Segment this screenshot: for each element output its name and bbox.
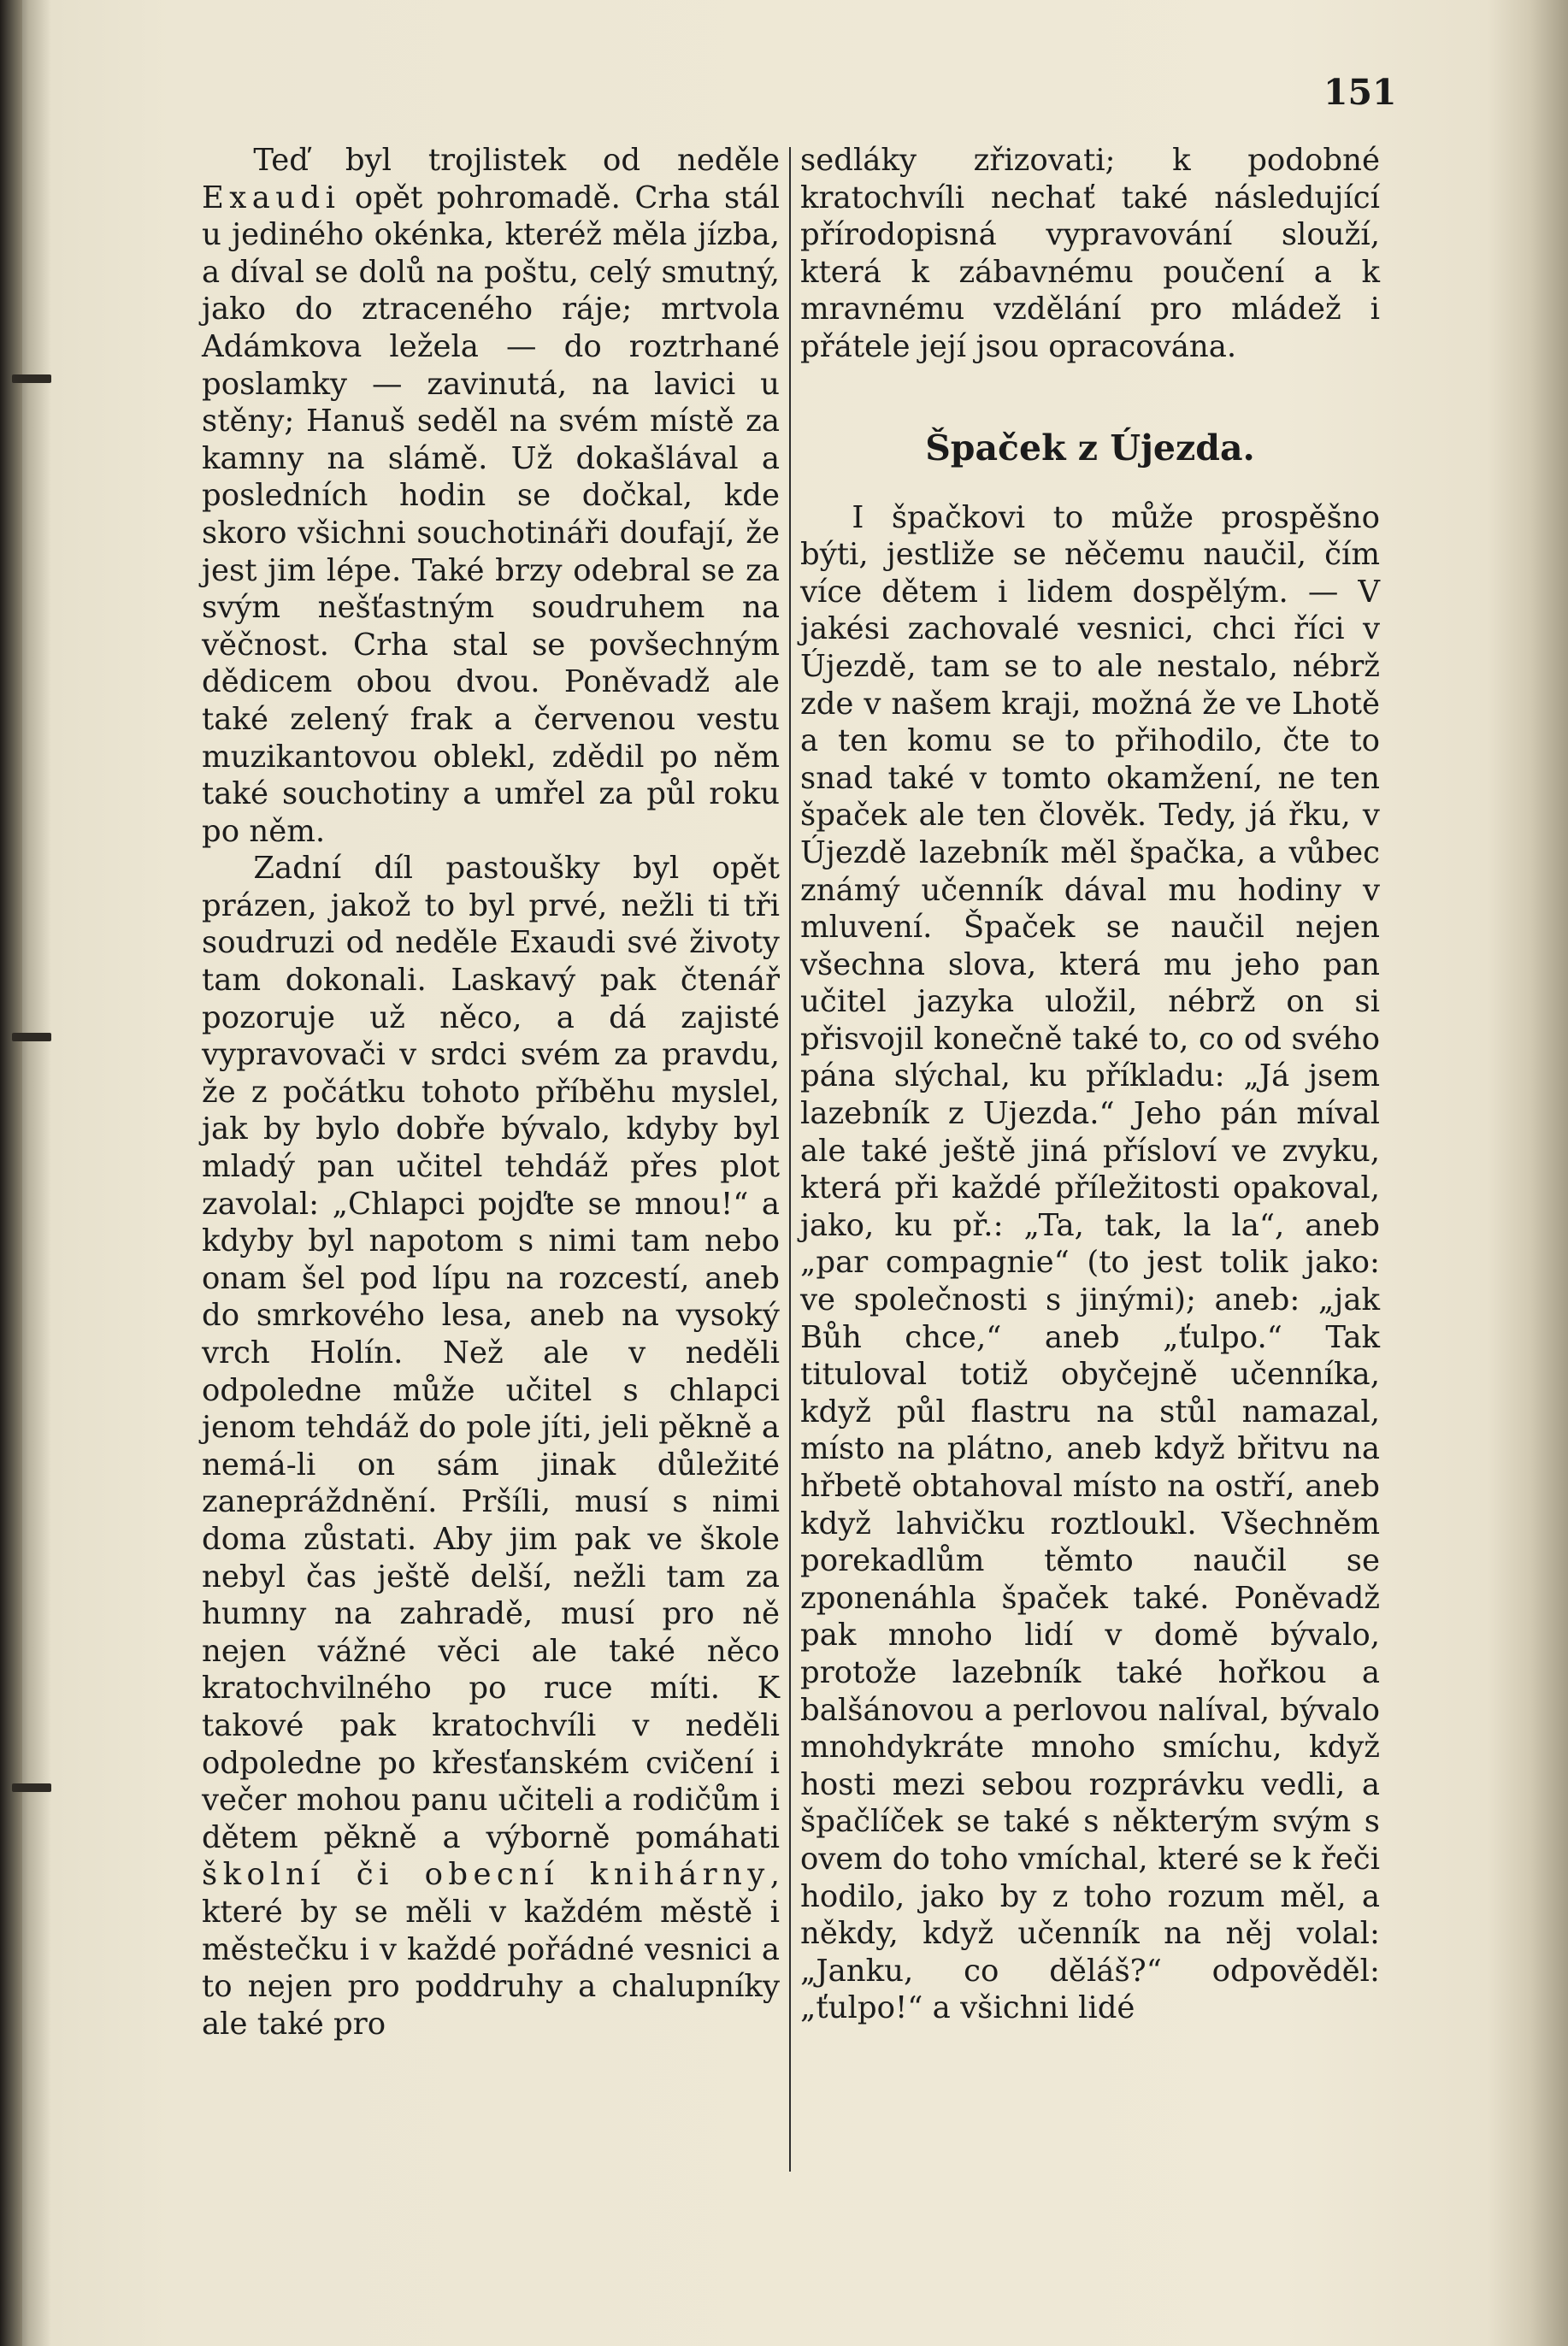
paragraph-text: opět pohromadě. Crha stál u jediného okénka, kteréž měla jízba, a díval se dolů na poštu, celý smutný, jako do ztraceného ráje; mrtvola Adámkova ležela — do roztrhané poslamky — zavinutá, na lavici u stěny; Hanuš seděl na svém místě za kamny na slámě. Už dokašlával a posledních hodin se dočkal, kde skoro všichni souchotináři doufají, že jest jim lépe. Také brzy odebral se za svým nešťastným soudruhem na věčnost. Crha stal se povšechným dědicem obou dvou. Poněvadž ale také zelený frak a červenou vestu muzikantovou oblekl, zdědil po něm také souchotiny a umřel za půl roku po něm. <box>202 180 780 849</box>
spaced-emphasis-text: školní či obecní knihárny <box>202 1857 770 1893</box>
paragraph <box>202 850 780 2042</box>
binding-thread-mark <box>12 1783 51 1792</box>
paragraph-text: Zadní díl pastoušky byl opět prázen, jakož to byl prvé, nežli ti tři soudruzi od neděle Exaudi své životy tam dokonali. Laskavý pak čtenář pozoruje už něco, a dá zajisté vypravovači v srdci svém za pravdu, že z počátku tohoto příběhu myslel, jak by bylo dobře bývalo, kdyby byl mladý pan učitel tehdáž přes plot zavolal: „Chlapci pojďte se mnou!“ a kdyby byl napotom s nimi tam nebo onam šel pod lípu na rozcestí, aneb do smrkového lesa, aneb na vysoký vrch Holín. Než ale v neděli odpoledne může učitel s chlapci jenom tehdáž do pole jíti, jeli pěkně a nemá-li on sám jinak důležité zanepráždnění. Pršíli, musí s nimi doma zůstati. Aby jim pak ve škole nebyl čas ještě delší, nežli tam za humny na zahradě, musí pro ně nejen vážné věci ale také něco kratochvilného po ruce míti. K takové pak kratochvíli v neděli odpoledne po křesťanském cvičení i večer mohou panu učiteli a rodičům i dětem pěkně a výborně pomáhati <box>202 851 780 1855</box>
paragraph-text: , které by se měli v každém městě i městečku i v každé pořádné vesnici a to nejen pro poddruhy a chalupníky ale také pro <box>202 1857 780 2042</box>
column-divider <box>789 147 791 2172</box>
book-binding-edge <box>0 0 22 2346</box>
paragraph-continued: sedláky zřizovati; k podobné kratochvíli nechať také následující přírodopisná vypravování slouží, která k zábavnému poučení a k mravnému vzdělání pro mládež i přátele její jsou opracována. <box>800 143 1380 364</box>
section-title: Špaček z Újezda. <box>925 427 1255 469</box>
paragraph-text: Teď byl trojlistek od neděle <box>253 143 780 178</box>
left-column <box>202 142 780 2042</box>
binding-thread-mark <box>12 374 51 383</box>
page-number: 151 <box>1323 72 1397 113</box>
spaced-emphasis-text: Exaudi <box>202 180 341 215</box>
right-column <box>800 142 1380 2027</box>
paragraph: I špačkovi to může prospěšno býti, jestliže se něčemu naučil, čím více dětem i lidem dospělým. — V jakési zachovalé vesnici, chci říci v Újezdě, tam se to ale nestalo, nébrž zde v našem kraji, možná že ve Lhotě a ten komu se to přihodilo, čte to snad také v tomto okamžení, ne ten špaček ale ten člověk. Tedy, já řku, v Újezdě lazebník měl špačka, a vůbec známý učenník dával mu hodiny v mluvení. Špaček se naučil nejen všechna slova, která mu jeho pan učitel jazyka uložil, nébrž on si přisvojil konečně také to, co od svého pána slýchal, ku příkladu: „Já jsem lazebník z Ujezda.“ Jeho pán míval ale také ještě jiná přísloví ve zvyku, která při každé příležitosti opakoval, jako, ku př.: „Ta, tak, la la“, aneb „par compagnie“ (to jest tolik jako: ve společnosti s jinými); aneb: „jak Bůh chce,“ aneb „ťulpo.“ Tak tituloval totiž obyčejně učenníka, když půl flastru na stůl namazal, místo na plátno, aneb když břitvu na hřbetě obtahoval místo na ostří, aneb když lahvičku roztloukl. Všechněm porekadlům těmto naučil se zponenáhla špaček také. Poněvadž pak mnoho lidí v domě bývalo, protože lazebník také hořkou a balšánovou a perlovou nalíval, bývalo mnohdykráte mnoho smíchu, když hosti mezi sebou rozprávku vedli, a špačlíček se také s některým svým s ovem do toho vmíchal, které se k řeči hodilo, jako by z toho rozum měl, a někdy, když učenník na něj volal: „Janku, co děláš?“ odpověděl: „ťulpo!“ a všichni lidé <box>800 499 1380 2026</box>
binding-thread-mark <box>12 1033 51 1041</box>
paragraph <box>202 142 780 850</box>
